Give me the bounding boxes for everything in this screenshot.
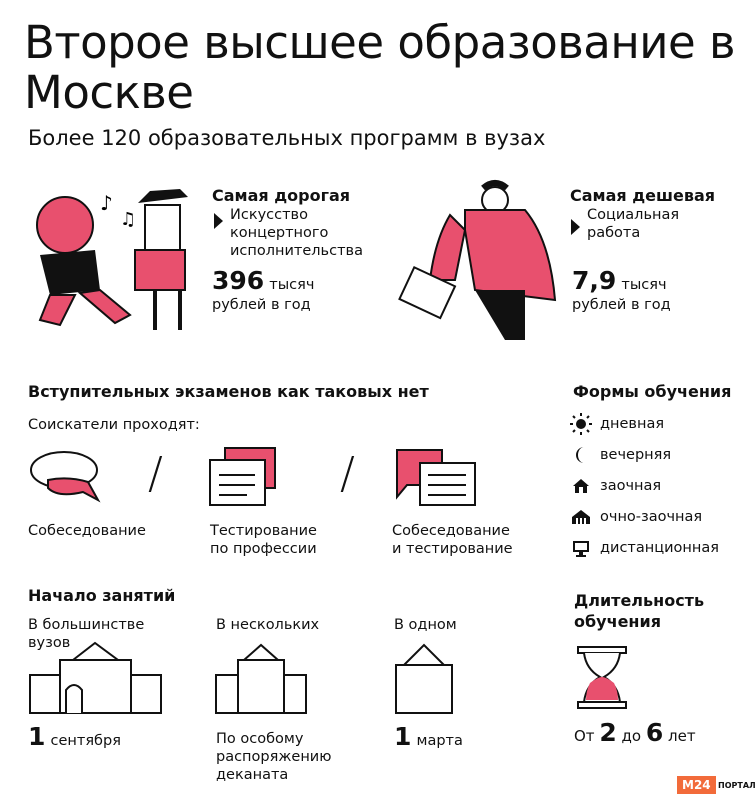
forms-heading: Формы обучения [573, 382, 732, 401]
exams-heading: Вступительных экзаменов как таковых нет [28, 382, 429, 401]
start-heading: Начало занятий [28, 586, 176, 605]
separator: / [340, 448, 355, 499]
hourglass-icon [576, 645, 628, 710]
start-special-text: По особому распоряжению деканата [216, 731, 332, 783]
institute-building-icon [394, 640, 454, 715]
svg-text:♪: ♪ [100, 191, 113, 215]
start-item-label: В одном [394, 617, 457, 633]
house-icon [570, 475, 592, 497]
expensive-unit: тысяч [269, 277, 315, 293]
form-label: заочная [600, 477, 662, 494]
start-day: 1 [394, 722, 412, 751]
cheap-heading: Самая дешевая [570, 186, 716, 205]
triangle-icon [214, 213, 223, 229]
duration-max: 6 [645, 718, 664, 747]
form-label: вечерняя [600, 446, 672, 463]
duration-value: От 2 до 6 лет [574, 718, 696, 747]
form-label: дистанционная [600, 539, 719, 556]
start-month: сентября [50, 733, 121, 749]
businessman-illustration [395, 180, 565, 340]
logo-label: ПОРТАЛ [718, 781, 756, 790]
building-icon [570, 506, 592, 528]
moon-icon [570, 444, 592, 466]
university-building-icon [28, 640, 163, 715]
sun-icon [570, 413, 592, 435]
cheap-amount: 7,9 [572, 266, 617, 295]
exam-item-label: Тестирование по профессии [210, 523, 317, 557]
expensive-program: Искусство концертного исполнительства [230, 207, 363, 259]
start-month: марта [416, 733, 463, 749]
chat-document-icon [392, 445, 482, 510]
form-label: дневная [600, 415, 665, 432]
expensive-per: рублей в год [212, 297, 311, 313]
start-day: 1 [28, 722, 46, 751]
page-subtitle: Более 120 образовательных программ в вузах [28, 126, 546, 150]
expensive-heading: Самая дорогая [212, 186, 351, 205]
cheap-program: Социальная работа [587, 207, 680, 241]
form-item [570, 439, 719, 470]
exams-intro: Соискатели проходят: [28, 417, 200, 433]
exam-item-label: Собеседование [28, 523, 146, 539]
separator: / [148, 448, 163, 499]
svg-text:♫: ♫ [120, 209, 137, 230]
monitor-icon [570, 537, 592, 559]
form-item [570, 470, 719, 501]
duration-heading: Длительность обучения [574, 591, 705, 631]
m24-logo[interactable]: M24 [677, 776, 716, 794]
cheap-per: рублей в год [572, 297, 671, 313]
exam-item-label: Собеседование и тестирование [392, 523, 513, 557]
cheap-unit: тысяч [621, 277, 667, 293]
page-title: Второе высшее образование в Москве [24, 16, 736, 119]
form-item [570, 408, 719, 439]
musicians-illustration [20, 185, 200, 335]
form-item [570, 532, 719, 563]
college-building-icon [214, 640, 309, 715]
document-icon [207, 445, 287, 510]
expensive-amount: 396 [212, 266, 265, 295]
form-label: очно-заочная [600, 508, 703, 525]
start-item-label: В нескольких [216, 617, 320, 633]
chat-icon [28, 448, 108, 508]
triangle-icon [571, 219, 580, 235]
forms-list [570, 408, 719, 563]
duration-min: 2 [599, 718, 617, 747]
form-item [570, 501, 719, 532]
start-item-label: В большинстве вузов [28, 617, 145, 651]
